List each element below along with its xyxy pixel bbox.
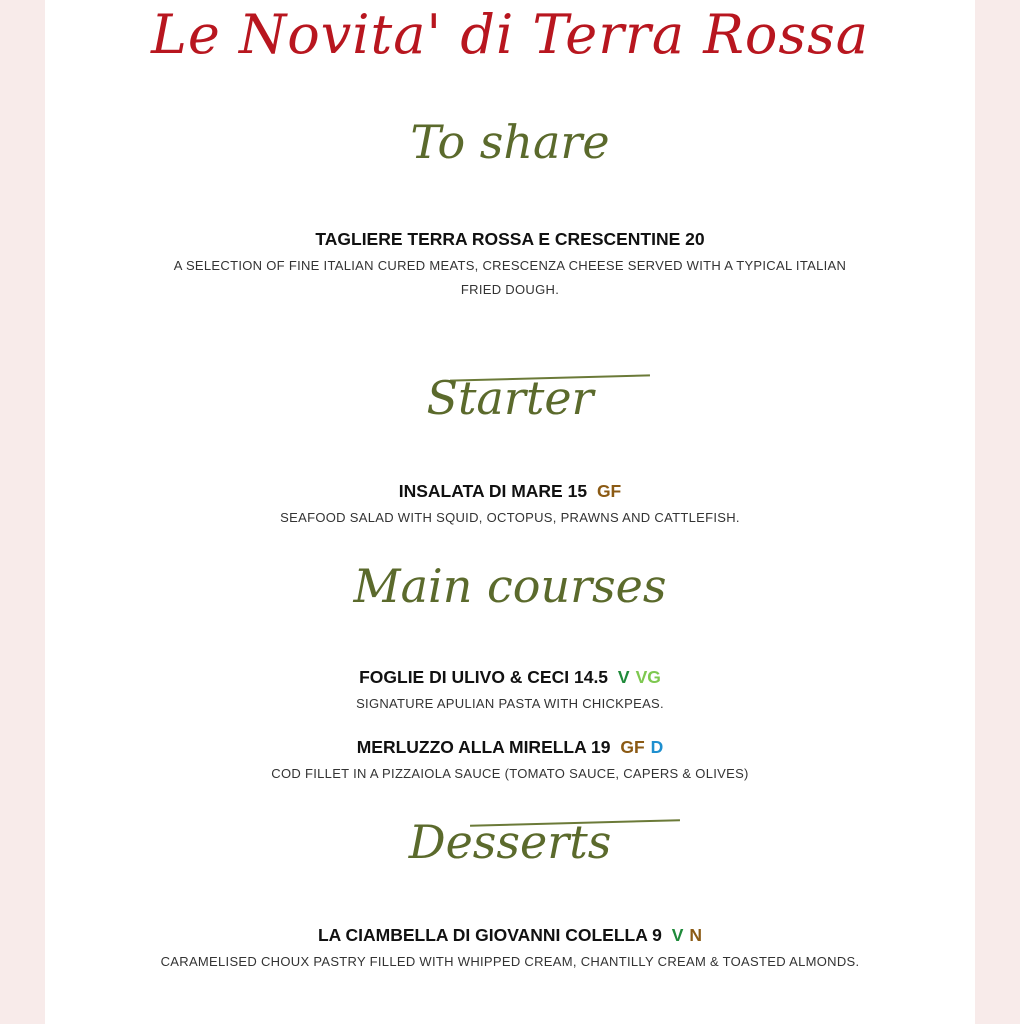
dish-name	[0, 924, 1020, 946]
dish-name	[0, 736, 1020, 758]
tag-nuts: N	[689, 925, 703, 945]
section-heading-main-courses: Main courses	[353, 559, 667, 613]
dish-title: TAGLIERE TERRA ROSSA E CRESCENTINE	[315, 229, 681, 249]
dish-description: SIGNATURE APULIAN PASTA WITH CHICKPEAS.	[356, 696, 664, 711]
tag-vegan: VG	[635, 667, 661, 687]
dish-name	[0, 228, 1020, 250]
dish-name	[0, 480, 1020, 502]
tag-gluten-free: GF	[620, 737, 645, 757]
section-heading-starter: Starter	[426, 371, 594, 425]
dish-title: FOGLIE DI ULIVO & CECI	[359, 667, 570, 687]
dish-title: MERLUZZO ALLA MIRELLA	[356, 737, 587, 757]
tag-dairy: D	[650, 737, 664, 757]
dish-description: SEAFOOD SALAD WITH SQUID, OCTOPUS, PRAWNS AND CATTLEFISH.	[280, 510, 740, 525]
section-heading-to-share: To share	[410, 115, 610, 169]
dish-price: 14.5	[573, 667, 609, 687]
dish-title: LA CIAMBELLA DI GIOVANNI COLELLA	[317, 925, 648, 945]
tag-vegetarian: V	[671, 925, 684, 945]
dish-price: 19	[590, 737, 611, 757]
dish-price: 20	[685, 229, 705, 249]
dish-price: 15	[567, 481, 588, 501]
tag-gluten-free: GF	[596, 481, 622, 501]
dish-name	[0, 666, 1020, 688]
dish-title: INSALATA DI MARE	[398, 481, 563, 501]
tag-vegetarian: V	[617, 667, 630, 687]
dish-description: COD FILLET IN A PIZZAIOLA SAUCE (TOMATO SAUCE, CAPERS & OLIVES)	[271, 766, 749, 781]
dish-description: CARAMELISED CHOUX PASTRY FILLED WITH WHIPPED CREAM, CHANTILLY CREAM & TOASTED ALMONDS.	[160, 954, 860, 969]
menu-title: Le Novita' di Terra Rossa	[151, 3, 869, 66]
section-heading-desserts: Desserts	[408, 815, 612, 869]
dish-description: A SELECTION OF FINE ITALIAN CURED MEATS, CRESCENZA CHEESE SERVED WITH A TYPICAL ITALIAN FRIED DOUGH.	[173, 258, 847, 297]
dish-price: 9	[652, 925, 662, 945]
